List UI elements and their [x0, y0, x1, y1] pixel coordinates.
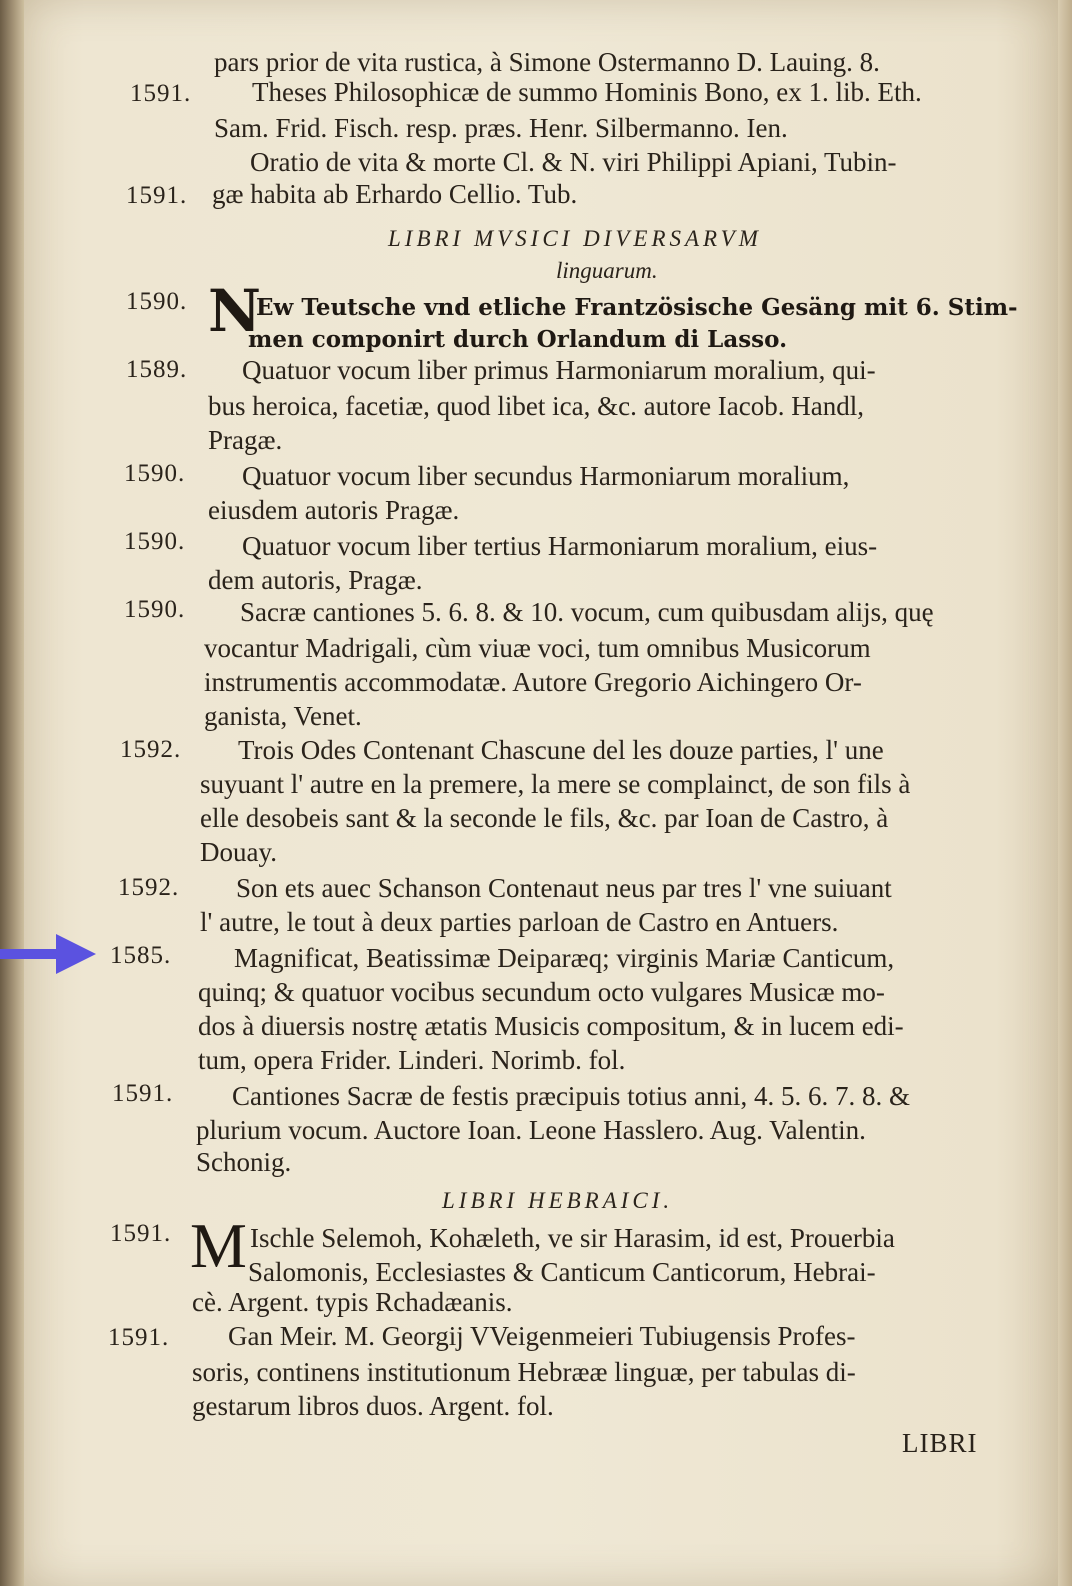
text-line: Theses Philosophicæ de summo Hominis Bono, ex 1. lib. Eth.: [252, 77, 922, 107]
text-line: Oratio de vita & morte Cl. & N. viri Philippi Apiani, Tubin-: [250, 147, 897, 177]
text-line: Cantiones Sacræ de festis præcipuis totius anni, 4. 5. 6. 7. 8. &: [232, 1081, 910, 1111]
entry-year: 1590.: [126, 288, 188, 315]
entry-year: 1591.: [108, 1324, 170, 1351]
page-right-edge: [1058, 0, 1072, 1586]
text-line: Son ets auec Schanson Contenaut neus par tres l' vne suiuant: [236, 873, 892, 903]
catchword: LIBRI: [902, 1428, 978, 1458]
entry-year: 1592.: [120, 736, 182, 763]
section-heading-hebrew: LIBRI HEBRAICI.: [442, 1188, 674, 1213]
text-line: Quatuor vocum liber secundus Harmoniarum moralium,: [242, 461, 850, 491]
entry-year: 1590.: [124, 460, 186, 487]
text-line: pars prior de vita rustica, à Simone Ostermanno D. Lauing. 8.: [214, 47, 880, 77]
text-line: gestarum libros duos. Argent. fol.: [192, 1391, 554, 1421]
text-line: ganista, Venet.: [204, 701, 362, 731]
text-line: gæ habita ab Erhardo Cellio. Tub.: [212, 179, 578, 209]
entry-year: 1590.: [124, 528, 186, 555]
text-line: Magnificat, Beatissimæ Deiparæq; virginis Mariæ Canticum,: [234, 943, 895, 973]
text-line: dos à diuersis nostrę ætatis Musicis compositum, & in lucem edi-: [198, 1011, 904, 1041]
entry-year: 1589.: [126, 356, 188, 383]
text-line: Sacræ cantiones 5. 6. 8. & 10. vocum, cum quibusdam alijs, quę: [240, 597, 934, 627]
text-line: instrumentis accommodatæ. Autore Gregorio Aichingero Or-: [204, 667, 862, 697]
entry-year: 1591.: [110, 1220, 172, 1247]
text-line: suyuant l' autre en la premere, la mere se complainct, de son fils à: [200, 769, 911, 799]
text-line: Salomonis, Ecclesiastes & Canticum Canticorum, Hebrai-: [248, 1257, 876, 1287]
entry-year: 1591.: [126, 182, 188, 209]
text-line: Quatuor vocum liber primus Harmoniarum moralium, qui-: [242, 355, 876, 385]
drop-capital-m: M: [190, 1210, 247, 1281]
text-line: l' autre, le tout à deux parties parloan de Castro en Antuers.: [200, 907, 839, 937]
blackletter-line: men componirt durch Orlandum di Lasso.: [248, 326, 788, 353]
arrow-shape: [0, 934, 96, 974]
text-line: eiusdem autoris Pragæ.: [208, 495, 460, 525]
text-line: Ischle Selemoh, Kohæleth, ve sir Harasim, id est, Prouerbia: [250, 1223, 895, 1253]
text-line: dem autoris, Pragæ.: [208, 565, 423, 595]
page-gutter-shadow: [0, 0, 24, 1586]
entry-year: 1592.: [118, 874, 180, 901]
text-line: plurium vocum. Auctore Ioan. Leone Hasslero. Aug. Valentin.: [196, 1115, 866, 1145]
entry-year: 1590.: [124, 596, 186, 623]
text-line: Douay.: [200, 837, 277, 867]
text-line: Schonig.: [196, 1147, 292, 1177]
text-line: quinq; & quatuor vocibus secundum octo vulgares Musicæ mo-: [198, 977, 885, 1007]
text-line: Sam. Frid. Fisch. resp. præs. Henr. Silbermanno. Ien.: [214, 113, 788, 143]
text-line: elle desobeis sant & la seconde le fils, &c. par Ioan de Castro, à: [200, 803, 889, 833]
text-line: Quatuor vocum liber tertius Harmoniarum moralium, eius-: [242, 531, 878, 561]
text-line: bus heroica, facetiæ, quod libet ica, &c. autore Iacob. Handl,: [208, 391, 865, 421]
section-subheading-music: linguarum.: [556, 258, 658, 283]
text-line: Trois Odes Contenant Chascune del les douze parties, l' une: [238, 735, 884, 765]
text-line: soris, continens institutionum Hebrææ linguæ, per tabulas di-: [192, 1357, 856, 1387]
entry-year-highlighted: 1585.: [110, 942, 172, 969]
text-line: Gan Meir. M. Georgij VVeigenmeieri Tubiugensis Profes-: [228, 1321, 856, 1351]
text-line: cè. Argent. typis Rchadæanis.: [192, 1287, 513, 1317]
section-heading-music: LIBRI MVSICI DIVERSARVM: [388, 226, 762, 251]
entry-year: 1591.: [130, 80, 192, 107]
drop-capital-n: N: [208, 277, 262, 345]
text-line: vocantur Madrigali, cùm viuæ voci, tum omnibus Musicorum: [204, 633, 871, 663]
entry-year: 1591.: [112, 1080, 174, 1107]
blackletter-line: Ew Teutsche vnd etliche Frantzösische Gesäng mit 6. Stim-: [256, 294, 1018, 321]
text-line: tum, opera Frider. Linderi. Norimb. fol.: [198, 1045, 626, 1075]
text-line: Pragæ.: [208, 425, 283, 455]
pointer-arrow-icon: [0, 930, 100, 978]
